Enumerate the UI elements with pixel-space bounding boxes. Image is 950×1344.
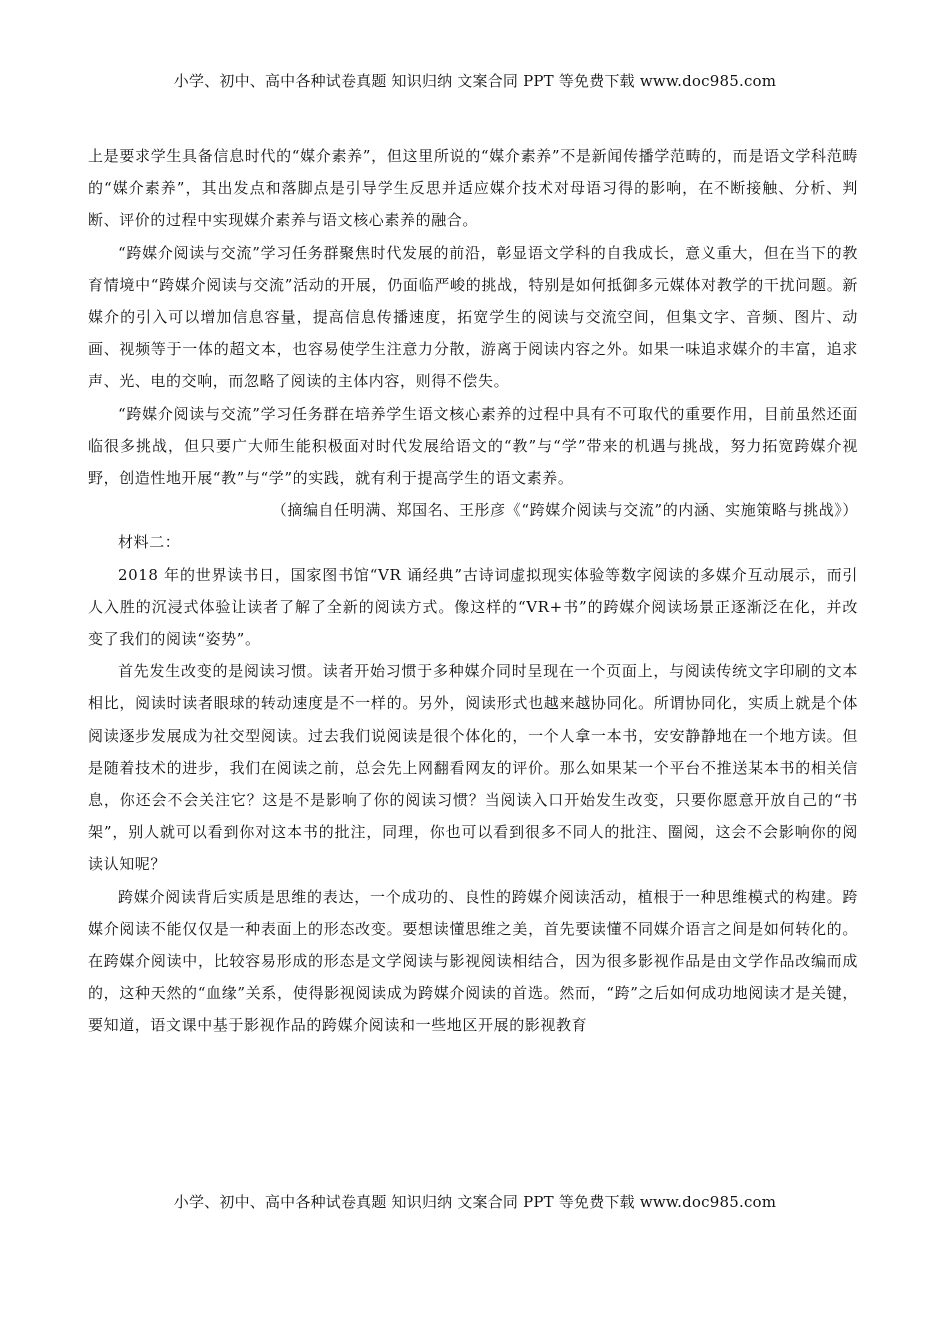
paragraph-4: 2018 年的世界读书日，国家图书馆“VR 诵经典”古诗词虚拟现实体验等数字阅读的多媒介互动展示，而引人入胜的沉浸式体验让读者了解了全新的阅读方式。像这样的“VR+书”的跨媒介阅读场景正逐渐泛在化，并改变了我们的阅读“姿势”。 [88, 565, 858, 649]
source-citation: （摘编自任明满、郑国名、王彤彦《“跨媒介阅读与交流”的内涵、实施策略与挑战》） [271, 501, 858, 520]
paragraph-3: “跨媒介阅读与交流”学习任务群在培养学生语文核心素养的过程中具有不可取代的重要作用，目前虽然还面临很多挑战，但只要广大师生能积极面对时代发展给语文的“教”与“学”带来的机遇与挑战，努力拓宽跨媒介视野，创造性地开展“教”与“学”的实践，就有利于提高学生的语文素养。 [88, 404, 858, 488]
paragraph-1: 上是要求学生具备信息时代的“媒介素养”，但这里所说的“媒介素养”不是新闻传播学范畴的，而是语文学科范畴的“媒介素养”，其出发点和落脚点是引导学生反思并适应媒介技术对母语习得的影响，在不断接触、分析、判断、评价的过程中实现媒介素养与语文核心素养的融合。 [88, 147, 858, 230]
material-two-label: 材料二： [118, 533, 181, 552]
page-footer: 小学、初中、高中各种试卷真题 知识归纳 文案合同 PPT 等免费下载 www.doc985.com [173, 1193, 777, 1211]
document-body [88, 140, 858, 1042]
paragraph-6: 跨媒介阅读背后实质是思维的表达，一个成功的、良性的跨媒介阅读活动，植根于一种思维模式的构建。跨媒介阅读不能仅仅是一种表面上的形态改变。要想读懂思维之美，首先要读懂不同媒介语言之间是如何转化的。在跨媒介阅读中，比较容易形成的形态是文学阅读与影视阅读相结合，因为很多影视作品是由文学作品改编而成的，这种天然的“血缘”关系，使得影视阅读成为跨媒介阅读的首选。然而，“跨”之后如何成功地阅读才是关键，要知道，语文课中基于影视作品的跨媒介阅读和一些地区开展的影视教育 [88, 887, 858, 1035]
page-header: 小学、初中、高中各种试卷真题 知识归纳 文案合同 PPT 等免费下载 www.doc985.com [173, 72, 777, 90]
paragraph-5: 首先发生改变的是阅读习惯。读者开始习惯于多种媒介同时呈现在一个页面上，与阅读传统文字印刷的文本相比，阅读时读者眼球的转动速度是不一样的。另外，阅读形式也越来越协同化。所谓协同化，实质上就是个体阅读逐步发展成为社交型阅读。过去我们说阅读是很个体化的，一个人拿一本书，安安静静地在一个地方读。但是随着技术的进步，我们在阅读之前，总会先上网翻看网友的评价。那么如果某一个平台不推送某本书的相关信息，你还会不会关注它？这是不是影响了你的阅读习惯？当阅读入口开始发生改变，只要你愿意开放自己的“书架”，别人就可以看到你对这本书的批注，同理，你也可以看到很多不同人的批注、圈阅，这会不会影响你的阅读认知呢？ [88, 662, 858, 874]
paragraph-2: “跨媒介阅读与交流”学习任务群聚焦时代发展的前沿，彰显语文学科的自我成长，意义重大，但在当下的教育情境中“跨媒介阅读与交流”活动的开展，仍面临严峻的挑战，特别是如何抵御多元媒体对教学的干扰问题。新媒介的引入可以增加信息容量，提高信息传播速度，拓宽学生的阅读与交流空间，但集文字、音频、图片、动画、视频等于一体的超文本，也容易使学生注意力分散，游离于阅读内容之外。如果一味追求媒介的丰富，追求声、光、电的交响，而忽略了阅读的主体内容，则得不偿失。 [88, 243, 858, 391]
